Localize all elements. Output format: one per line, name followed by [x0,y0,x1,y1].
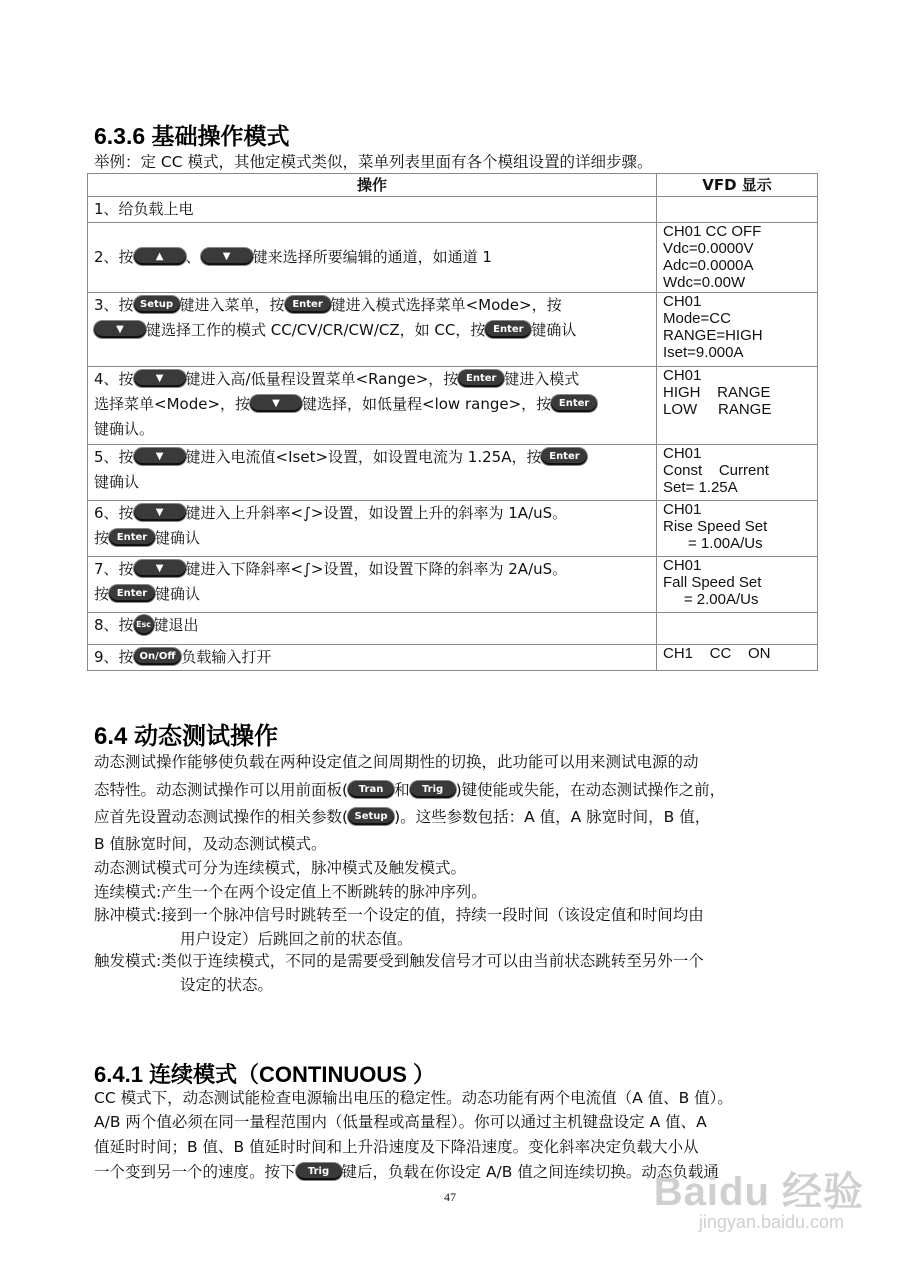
operation-line [94,367,650,392]
vfd-line: Set= 1.25A [663,479,738,496]
vfd-line: Wdc=0.00W [663,274,746,291]
section-intro: 举例：定 CC 模式，其他定模式类似，菜单列表里面有各个模组设置的详细步骤。 [94,153,653,171]
text-segment: 键确认 [94,473,140,491]
vfd-cell [657,293,818,367]
vfd-line: CH01 [663,445,702,462]
enter-key-icon: Enter [485,321,531,338]
enter-key-icon: Enter [551,395,597,412]
operation-line [94,293,650,318]
operation-line [94,582,650,607]
vfd-line: = 1.00A/Us [663,535,763,552]
vfd-cell [657,223,818,293]
operation-cell [88,445,657,501]
text-segment: 触发模式:类似于连续模式，不同的是需要受到触发信号才可以由当前状态跳转至另外一个 [94,952,704,970]
down-arrow-key-icon: ▼ [134,504,186,521]
operation-line [94,245,650,270]
paragraph-line [94,780,725,800]
vfd-cell [657,197,818,223]
vfd-cell [657,367,818,445]
table-row [88,645,818,671]
vfd-line: CH01 [663,557,702,574]
text-segment: 负载输入打开 [181,648,272,666]
vfd-cell [657,645,818,671]
operation-line [94,645,650,670]
table-row [88,501,818,557]
text-segment: 键退出 [153,616,199,634]
vfd-cell [657,445,818,501]
paragraph-line [94,951,704,971]
text-segment: 5、按 [94,448,134,466]
watermark-url: jingyan.baidu.com [698,1212,844,1232]
text-segment: 键进入菜单，按 [179,296,285,314]
text-segment: )键使能或失能，在动态测试操作之前， [455,781,726,799]
paragraph-line [94,752,699,772]
operation-line [94,557,650,582]
table-row [88,613,818,645]
trig-key-icon: Trig [296,1163,342,1180]
vfd-line: CH1 CC ON [663,645,771,662]
vfd-line: CH01 [663,367,702,384]
text-segment: 按 [94,529,110,547]
text-segment: 态特性。动态测试操作可以用前面板( [94,781,349,799]
text-segment: 动态测试模式可分为连续模式，脉冲模式及触发模式。 [94,859,467,877]
text-segment: 键后，负载在你设定 A/B 值之间连续切换。动态负载通 [341,1163,719,1181]
operation-line [94,613,650,638]
header-vfd-display: VFD 显示 [657,174,818,197]
enter-key-icon: Enter [109,529,155,546]
operation-line [94,470,650,495]
vfd-line: Adc=0.0000A [663,257,754,274]
vfd-line: = 2.00A/Us [663,591,759,608]
enter-key-icon: Enter [458,370,504,387]
setup-key-icon: Setup [134,296,180,313]
trig-key-icon: Trig [410,781,456,798]
table-row [88,367,818,445]
text-segment: 键确认。 [94,420,155,438]
text-segment: 动态测试操作能够使负载在两种设定值之间周期性的切换，此功能可以用来测试电源的动 [94,753,699,771]
tran-key-icon: Tran [348,781,394,798]
table-row [88,223,818,293]
vfd-line: Mode=CC [663,310,731,327]
operation-cell [88,557,657,613]
operation-cell [88,367,657,445]
text-segment: 和 [394,781,410,799]
paragraph-line [94,1088,733,1108]
text-segment: 应首先设置动态测试操作的相关参数( [94,808,349,826]
operation-cell [88,293,657,367]
text-segment: 设定的状态。 [180,976,274,994]
text-segment: A/B 两个值必须在同一量程范围内（低量程或高量程）。你可以通过主机键盘设定 A 值、A [94,1113,707,1131]
vfd-line: HIGH RANGE [663,384,771,401]
section-title-6-3-6: 6.3.6 基础操作模式 [94,123,290,149]
operation-line [94,501,650,526]
operation-line [94,197,650,222]
text-segment: 键进入模式 [504,370,580,388]
paragraph-line [94,905,704,925]
operation-table [87,173,818,671]
operation-line [94,392,650,417]
down-arrow-key-icon: ▼ [94,321,146,338]
text-segment: 键选择，如低量程<low range>，按 [302,395,552,413]
text-segment: 2、按 [94,248,134,266]
table-row [88,293,818,367]
text-segment: 4、按 [94,370,134,388]
paragraph-line [94,1162,719,1182]
text-segment: 键确认 [531,321,577,339]
text-segment: 键进入模式选择菜单<Mode>，按 [330,296,562,314]
vfd-line: CH01 [663,501,702,518]
operation-cell [88,501,657,557]
up-arrow-key-icon: ▲ [134,248,186,265]
text-segment: 键确认 [155,585,201,603]
text-segment: 脉冲模式:接到一个脉冲信号时跳转至一个设定的值，持续一段时间（该设定值和时间均由 [94,906,704,924]
enter-key-icon: Enter [541,448,587,465]
text-segment: 键进入下降斜率<∫>设置，如设置下降的斜率为 2A/uS。 [185,560,568,578]
text-segment: 1、给负载上电 [94,200,194,218]
paragraph-line [180,929,413,949]
text-segment: 键确认 [155,529,201,547]
text-segment: 选择菜单<Mode>，按 [94,395,251,413]
vfd-line: LOW RANGE [663,401,772,418]
text-segment: 连续模式:产生一个在两个设定值上不断跳转的脉冲序列。 [94,883,487,901]
vfd-line: Rise Speed Set [663,518,768,535]
down-arrow-key-icon: ▼ [134,560,186,577]
paragraph-line [94,858,466,878]
operation-cell [88,223,657,293]
enter-key-icon: Enter [285,296,331,313]
vfd-cell [657,557,818,613]
text-segment: )。这些参数包括：A 值，A 脉宽时间，B 值， [394,808,711,826]
table-row [88,445,818,501]
watermark-logo: Baidu 经验 [653,1170,864,1214]
operation-cell [88,645,657,671]
section-title-6-4: 6.4 动态测试操作 [94,723,279,750]
enter-key-icon: Enter [109,585,155,602]
operation-line [94,318,650,343]
paragraph-line [180,975,273,995]
down-arrow-key-icon: ▼ [134,448,186,465]
setup-key-icon: Setup [348,808,394,825]
esc-key-icon: Esc [134,615,154,635]
vfd-line: Const Current [663,462,769,479]
text-segment: 、 [185,248,201,266]
text-segment: 键进入上升斜率<∫>设置，如设置上升的斜率为 1A/uS。 [185,504,568,522]
paragraph-line [94,1112,707,1132]
vfd-cell [657,501,818,557]
text-segment: 键来选择所要编辑的通道，如通道 1 [252,248,492,266]
page-number: 47 [444,1190,456,1204]
operation-cell [88,197,657,223]
vfd-line: RANGE=HIGH [663,327,763,344]
operation-line [94,417,650,442]
down-arrow-key-icon: ▼ [250,395,302,412]
paragraph-line [94,1137,699,1157]
operation-line [94,445,650,470]
down-arrow-key-icon: ▼ [134,370,186,387]
vfd-cell [657,613,818,645]
text-segment: 3、按 [94,296,134,314]
table-row [88,197,818,223]
text-segment: B 值脉宽时间，及动态测试模式。 [94,835,327,853]
text-segment: 7、按 [94,560,134,578]
text-segment: 键进入高/低量程设置菜单<Range>，按 [185,370,459,388]
text-segment: 键进入电流值<Iset>设置，如设置电流为 1.25A，按 [185,448,542,466]
on-off-key-icon: On/Off [134,648,182,665]
vfd-line: CH01 [663,293,702,310]
text-segment: 9、按 [94,648,134,666]
text-segment: 8、按 [94,616,134,634]
down-arrow-key-icon: ▼ [201,248,253,265]
text-segment: 值延时时间；B 值、B 值延时时间和上升沿速度及下降沿速度。变化斜率决定负载大小从 [94,1138,699,1156]
vfd-line: Fall Speed Set [663,574,762,591]
vfd-line: Iset=9.000A [663,344,744,361]
vfd-line: Vdc=0.0000V [663,240,754,257]
text-segment: CC 模式下，动态测试能检查电源输出电压的稳定性。动态功能有两个电流值（A 值、B 值）。 [94,1089,733,1107]
header-operation: 操作 [88,174,657,197]
operation-cell [88,613,657,645]
section-title-6-4-1: 6.4.1 连续模式（CONTINUOUS ） [94,1062,436,1087]
paragraph-line [94,882,487,902]
vfd-line: CH01 CC OFF [663,223,762,240]
text-segment: 用户设定）后跳回之前的状态值。 [180,930,413,948]
paragraph-line [94,834,327,854]
text-segment: 6、按 [94,504,134,522]
text-segment: 一个变到另一个的速度。按下 [94,1163,296,1181]
table-row [88,557,818,613]
text-segment: 键选择工作的模式 CC/CV/CR/CW/CZ，如 CC，按 [146,321,486,339]
operation-line [94,526,650,551]
text-segment: 按 [94,585,110,603]
paragraph-line [94,807,710,827]
